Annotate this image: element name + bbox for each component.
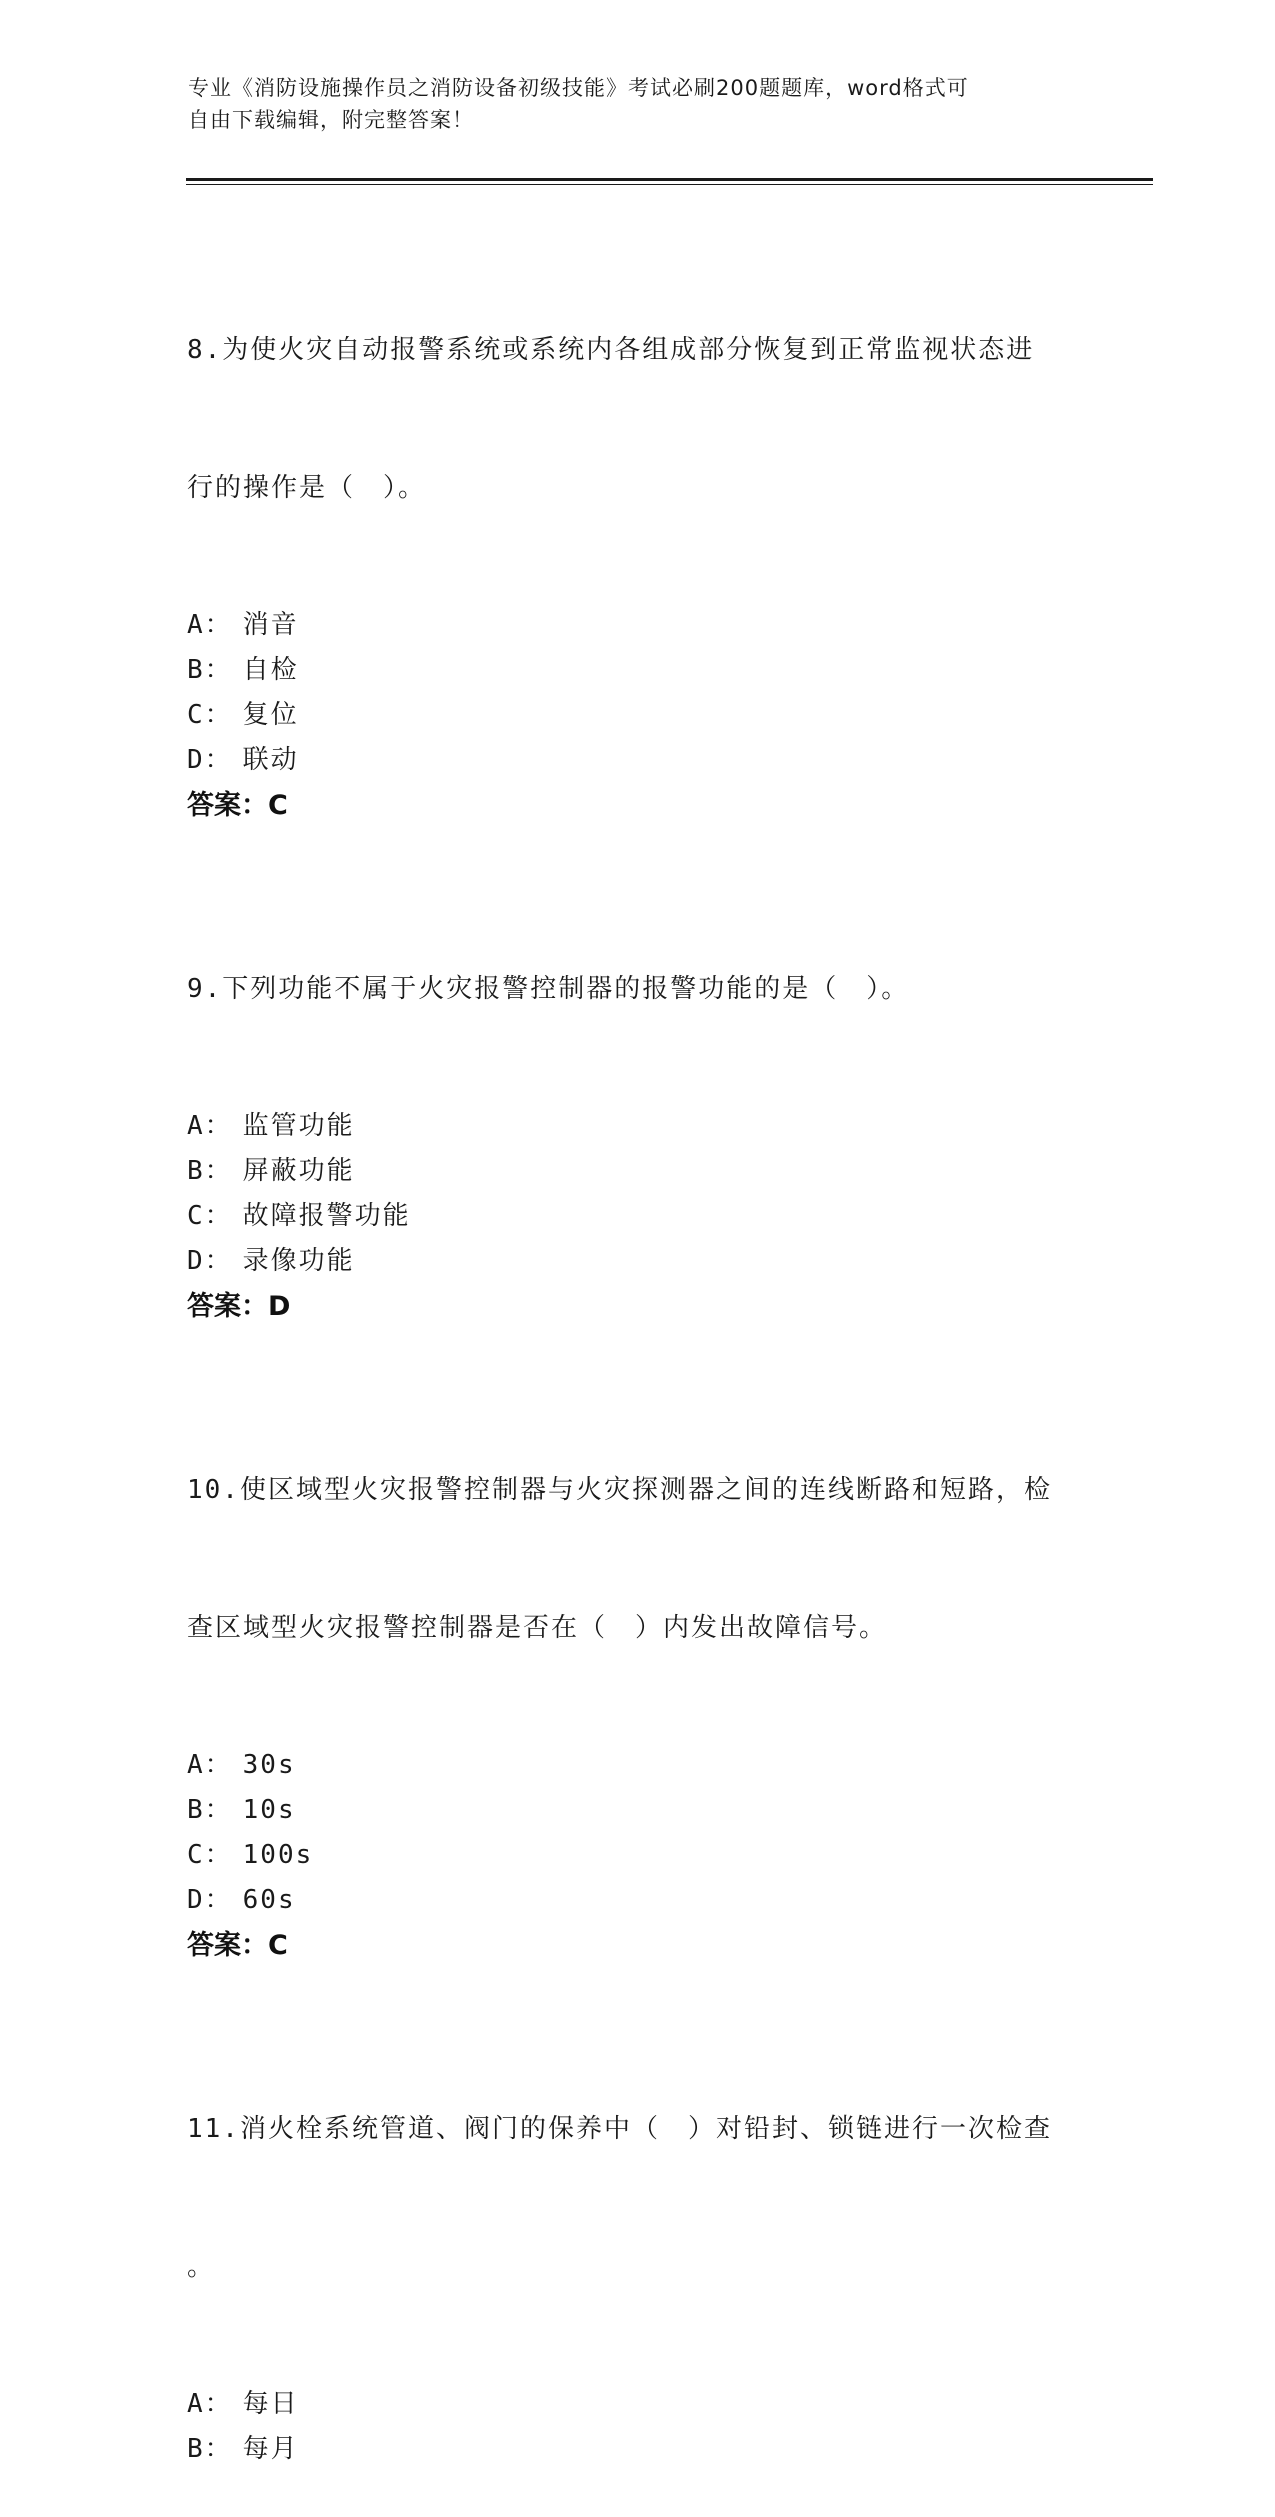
option-text: 每日 (242, 2389, 299, 2419)
option-c (187, 1833, 1087, 1878)
option-text: 屏蔽功能 (242, 1156, 355, 1186)
question-stem-line: 行的操作是（ ）。 (187, 473, 427, 503)
option-text: 60s (242, 1885, 296, 1915)
option-text: 30s (242, 1750, 296, 1780)
answer-line: 答案：C (187, 790, 288, 821)
option-b (187, 1149, 1087, 1194)
option-a (187, 603, 1087, 648)
question-stem (187, 235, 1087, 603)
option-letter: C： (187, 1201, 233, 1231)
option-a (187, 2382, 1087, 2427)
option-b (187, 1788, 1087, 1833)
option-text: 消音 (242, 610, 299, 640)
option-text: 录像功能 (242, 1246, 355, 1276)
question-9 (187, 874, 1087, 1330)
option-letter: A： (187, 610, 233, 640)
option-letter: B： (187, 655, 233, 685)
answer-line: 答案：D (187, 1291, 291, 1322)
question-10 (187, 1375, 1087, 1969)
question-stem-line: 查区域型火灾报警控制器是否在（ ）内发出故障信号。 (187, 1613, 888, 1643)
document-header (188, 72, 1068, 136)
option-letter: A： (187, 1750, 233, 1780)
option-letter: D： (187, 1246, 233, 1276)
header-divider-thick (186, 178, 1153, 181)
option-text: 每月 (242, 2434, 299, 2464)
option-letter: A： (187, 1111, 233, 1141)
option-text: 故障报警功能 (242, 1201, 411, 1231)
question-11 (187, 2014, 1087, 2472)
question-stem (187, 1375, 1087, 1743)
option-text: 复位 (242, 700, 299, 730)
question-stem-line: 8.为使火灾自动报警系统或系统内各组成部分恢复到正常监视状态进 (187, 335, 1035, 365)
option-b (187, 2427, 1087, 2472)
option-letter: A： (187, 2389, 233, 2419)
option-b (187, 648, 1087, 693)
header-divider-thin (186, 184, 1153, 185)
question-stem (187, 2014, 1087, 2382)
option-letter: C： (187, 1840, 233, 1870)
option-letter: D： (187, 1885, 233, 1915)
answer-line: 答案：C (187, 1930, 288, 1961)
header-line-1: 专业《消防设施操作员之消防设备初级技能》考试必刷200题题库，word格式可 (188, 76, 969, 100)
question-stem-line: 10.使区域型火灾报警控制器与火灾探测器之间的连线断路和短路，检 (187, 1475, 1052, 1505)
option-letter: C： (187, 700, 233, 730)
question-stem-line: 11.消火栓系统管道、阀门的保养中（ ）对铅封、锁链进行一次检查 (187, 2114, 1052, 2144)
option-d (187, 1239, 1087, 1284)
option-text: 监管功能 (242, 1111, 355, 1141)
option-d (187, 738, 1087, 783)
option-a (187, 1104, 1087, 1149)
option-letter: B： (187, 2434, 233, 2464)
option-c (187, 693, 1087, 738)
option-c (187, 1194, 1087, 1239)
option-text: 100s (242, 1840, 314, 1870)
option-text: 10s (242, 1795, 296, 1825)
question-stem-line: 9.下列功能不属于火灾报警控制器的报警功能的是（ ）。 (187, 974, 910, 1004)
question-stem (187, 874, 1087, 1104)
question-list (187, 235, 1087, 2517)
option-d (187, 1878, 1087, 1923)
option-letter: D： (187, 745, 233, 775)
option-letter: B： (187, 1156, 233, 1186)
header-line-2: 自由下载编辑，附完整答案！ (188, 108, 474, 132)
question-stem-line: 。 (187, 2252, 216, 2282)
option-text: 联动 (242, 745, 299, 775)
option-a (187, 1743, 1087, 1788)
option-letter: B： (187, 1795, 233, 1825)
option-text: 自检 (242, 655, 299, 685)
question-8 (187, 235, 1087, 829)
